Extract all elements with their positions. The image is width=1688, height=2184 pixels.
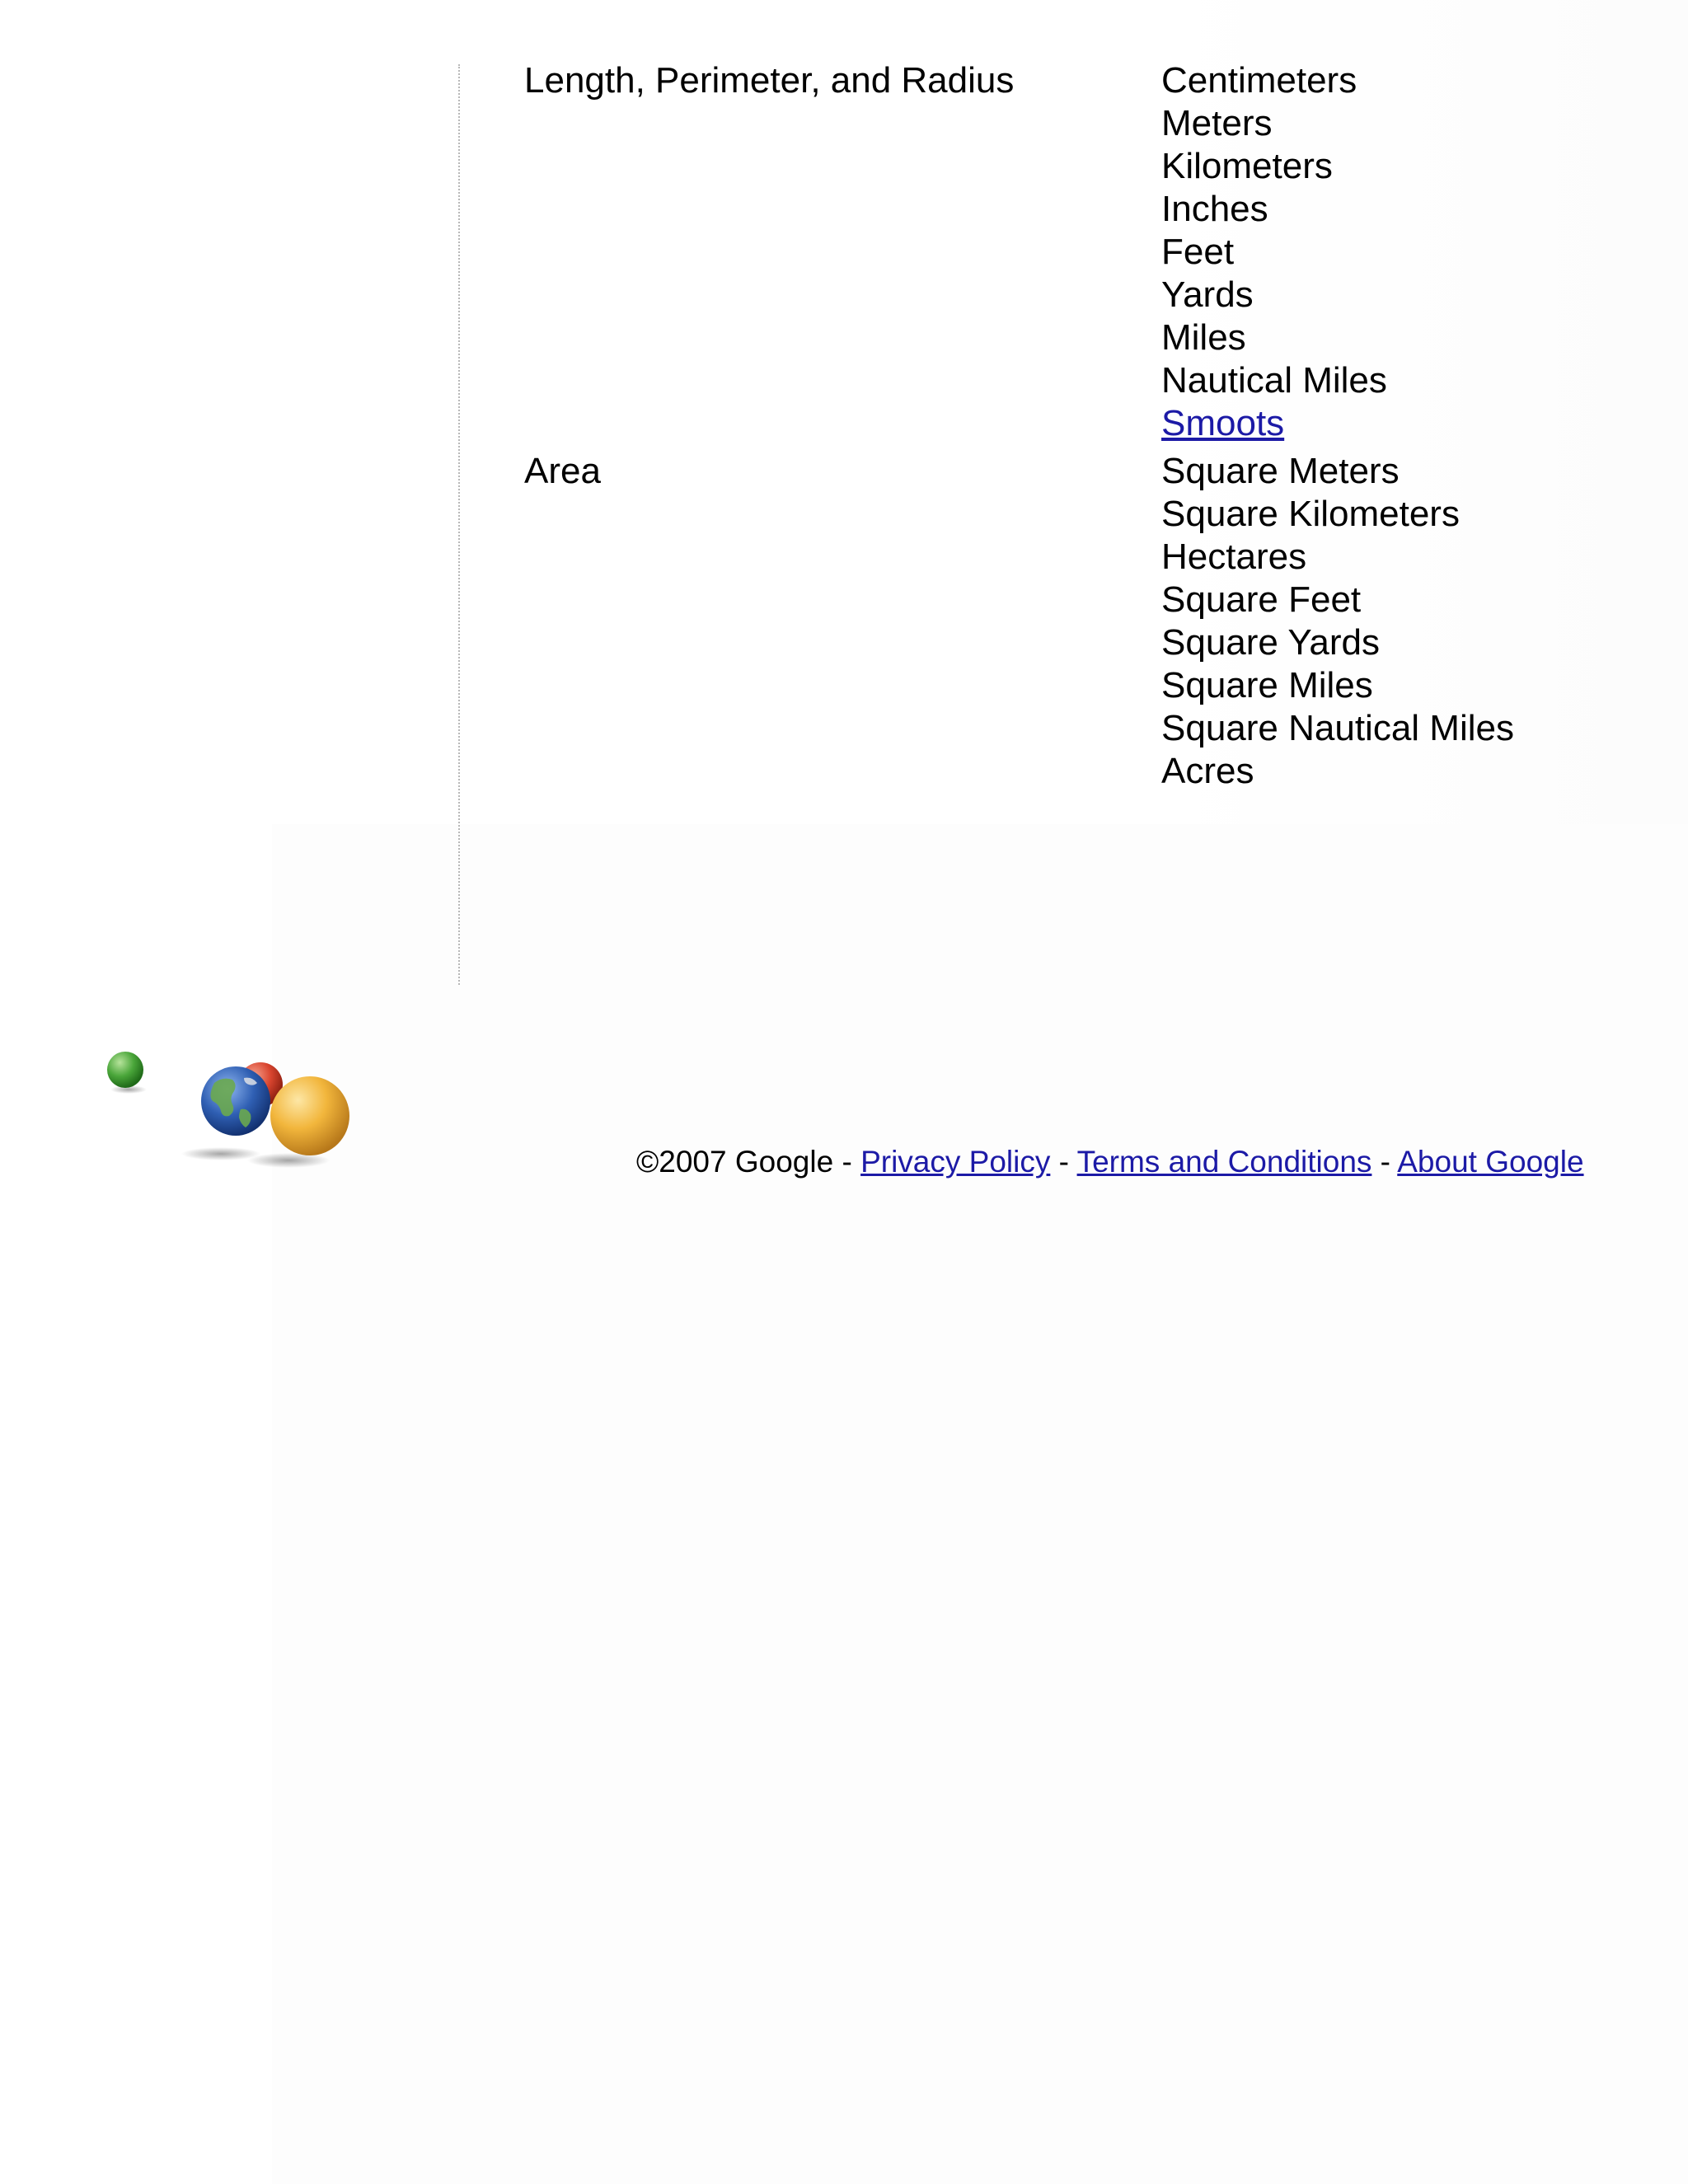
unit-item: Kilometers (1161, 146, 1333, 186)
category-label: Length, Perimeter, and Radius (524, 60, 1015, 101)
footer-separator: - (1372, 1145, 1398, 1179)
privacy-policy-link[interactable]: Privacy Policy (860, 1145, 1051, 1179)
unit-item: Centimeters (1161, 60, 1357, 101)
unit-item: Square Nautical Miles (1161, 708, 1514, 748)
google-earth-balls-logo-icon (99, 1045, 371, 1169)
smoots-link[interactable]: Smoots (1161, 403, 1285, 443)
unit-item: Feet (1161, 232, 1235, 272)
unit-item: Square Kilometers (1161, 494, 1460, 534)
unit-item: Inches (1161, 189, 1268, 229)
unit-group-area (524, 450, 1514, 793)
vertical-dotted-divider (458, 64, 460, 985)
unit-list (1161, 450, 1514, 793)
about-google-link[interactable]: About Google (1397, 1145, 1584, 1179)
unit-item: Miles (1161, 317, 1246, 358)
footer-separator: - (1050, 1145, 1077, 1179)
unit-item: Yards (1161, 274, 1254, 315)
unit-item: Square Yards (1161, 622, 1380, 663)
unit-group-length (524, 59, 1514, 445)
unit-item: Nautical Miles (1161, 360, 1387, 401)
page-footer (636, 1144, 1584, 1180)
unit-list (1161, 59, 1514, 445)
page-background-fade (272, 824, 1688, 2184)
category-label: Area (524, 451, 601, 491)
unit-item: Meters (1161, 103, 1273, 143)
unit-item: Square Miles (1161, 665, 1373, 705)
units-table (524, 59, 1514, 793)
copyright-text: ©2007 Google (636, 1145, 834, 1179)
unit-item: Hectares (1161, 537, 1307, 577)
footer-separator: - (833, 1145, 861, 1179)
terms-and-conditions-link[interactable]: Terms and Conditions (1076, 1145, 1372, 1179)
unit-item: Square Feet (1161, 579, 1362, 620)
unit-item: Acres (1161, 751, 1254, 791)
unit-item: Square Meters (1161, 451, 1400, 491)
